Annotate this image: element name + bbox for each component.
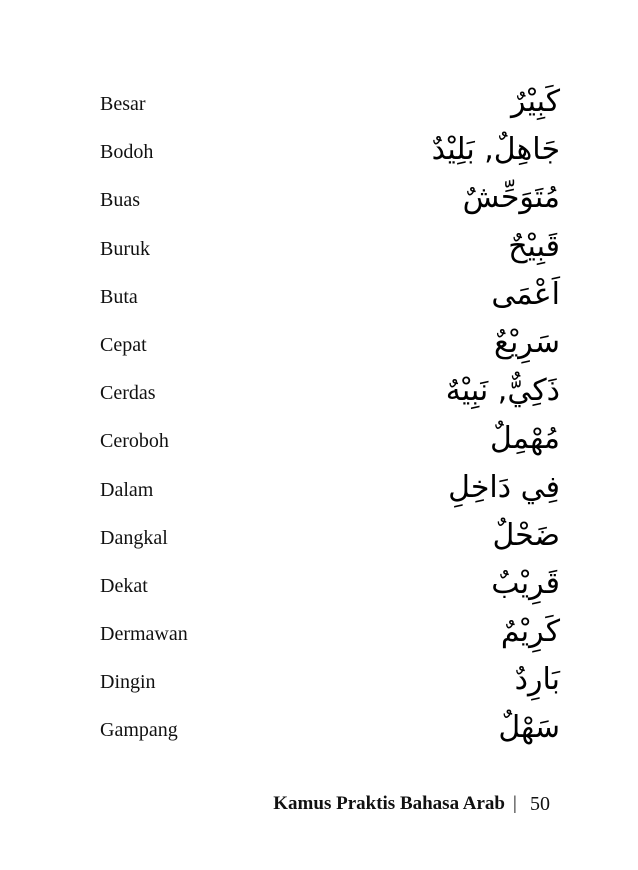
entry-latin-word: Dalam	[100, 478, 154, 501]
entry-latin-word: Cerdas	[100, 382, 156, 405]
entry-arabic-word: بَارِدٌ	[514, 662, 560, 698]
entry-row	[0, 273, 638, 321]
entry-latin-word: Ceroboh	[100, 430, 169, 453]
entry-row	[0, 466, 638, 514]
entry-arabic-word: فِي دَاخِلِ	[448, 469, 560, 505]
entry-row	[0, 369, 638, 417]
entry-row	[0, 658, 638, 706]
entry-arabic-word: ذَكِيٌّ, نَبِيْهٌ	[445, 373, 560, 409]
entry-arabic-word: قَرِيْبٌ	[491, 565, 560, 601]
entry-row	[0, 706, 638, 754]
entry-latin-word: Buas	[100, 189, 140, 212]
entry-arabic-word: قَبِيْحٌ	[508, 228, 560, 264]
footer-book-title: Kamus Praktis Bahasa Arab	[273, 793, 505, 814]
entry-row	[0, 225, 638, 273]
entry-arabic-word: سَهْلٌ	[498, 710, 560, 746]
entry-latin-word: Buruk	[100, 237, 150, 260]
entry-latin-word: Bodoh	[100, 141, 154, 164]
page-footer	[0, 790, 638, 820]
entry-row	[0, 514, 638, 562]
entry-row	[0, 176, 638, 224]
entry-latin-word: Dekat	[100, 574, 148, 597]
footer-separator: |	[513, 793, 517, 814]
entry-latin-word: Dangkal	[100, 526, 168, 549]
entry-latin-word: Dermawan	[100, 623, 188, 646]
entry-row	[0, 80, 638, 128]
entry-latin-word: Buta	[100, 285, 138, 308]
entry-row	[0, 417, 638, 465]
entry-list	[0, 80, 638, 755]
entry-latin-word: Dingin	[100, 671, 156, 694]
page-number: 50	[530, 793, 550, 815]
entry-latin-word: Besar	[100, 93, 146, 115]
entry-arabic-word: مُتَوَحِّشٌ	[462, 180, 560, 216]
entry-row	[0, 562, 638, 610]
entry-arabic-word: جَاهِلٌ, بَلِيْدٌ	[431, 132, 560, 168]
entry-arabic-word: ضَحْلٌ	[492, 517, 560, 553]
entry-row	[0, 128, 638, 176]
entry-arabic-word: كَبِيْرٌ	[511, 84, 560, 119]
entry-row	[0, 610, 638, 658]
entry-latin-word: Gampang	[100, 719, 178, 742]
entry-latin-word: Cepat	[100, 333, 147, 356]
entry-arabic-word: سَرِيْعٌ	[493, 324, 560, 360]
entry-arabic-word: اَعْمَى	[491, 276, 560, 312]
entry-arabic-word: كَرِيْمٌ	[500, 614, 560, 650]
entry-arabic-word: مُهْمِلٌ	[490, 421, 560, 457]
entry-row	[0, 321, 638, 369]
